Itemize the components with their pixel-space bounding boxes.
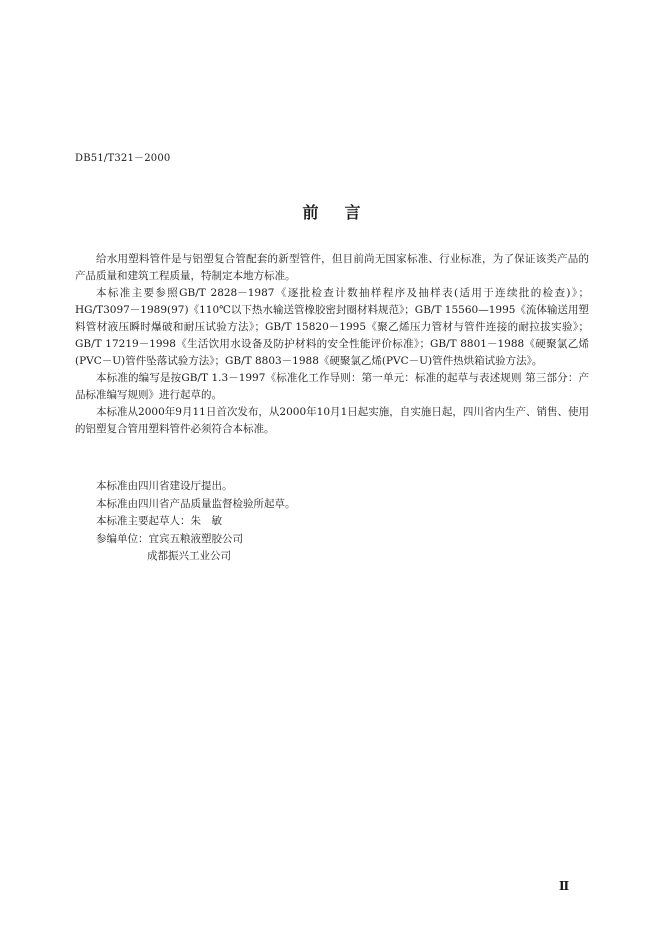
page-title: 前言 bbox=[302, 203, 387, 222]
paragraph-references: 本标准主要参照GB/T 2828－1987《逐批检查计数抽样程序及抽样表(适用于连续批的检查)》；HG/T3097－1989(97)《110℃以下热水输送管橡胶密封圈材料规范》；GB/T 15560—1995《流体输送用塑料管材液压瞬时爆破和耐压试验方法》；GB/T 15820－1995《聚乙烯压力管材与管件连接的耐拉拔实验》；GB/T 17219－1998《生活饮用水设备及防护材料的安全性能评价标准》；GB/T 8801－1988《硬聚氯乙烯(PVC－U)管件坠落试验方法》；GB/T 8803－1988《硬聚氯乙烯(PVC－U)管件热烘箱试验方法》。 bbox=[75, 287, 589, 367]
paragraph-effective-date: 本标准从2000年9月11日首次发布，从2000年10月1日起实施，自实施日起，四川省内生产、销售、使用的铝塑复合管用塑料管件必须符合本标准。 bbox=[75, 406, 589, 435]
paragraph-drafting-rules: 本标准的编写是按GB/T 1.3－1997《标准化工作导则：第一单元：标准的起草与表述规则 第三部分：产品标准编写规则》进行起草的。 bbox=[75, 372, 589, 401]
document-code: DB51/T321－2000 bbox=[75, 153, 171, 164]
participants-line: 参编单位：宜宾五粮液塑胶公司 bbox=[96, 532, 243, 545]
drafting-info bbox=[96, 478, 296, 566]
paragraph-intro: 给水用塑料管件是与铝塑复合管配套的新型管件，但目前尚无国家标准、行业标准，为了保证该类产品的产品质量和建筑工程质量，特制定本地方标准。 bbox=[75, 253, 589, 282]
main-drafter-line: 本标准主要起草人：朱 敏 bbox=[96, 515, 222, 527]
foreword-body bbox=[75, 251, 589, 438]
page-number: Ⅱ bbox=[559, 879, 570, 893]
proposed-by-line: 本标准由四川省建设厅提出。 bbox=[96, 480, 233, 492]
participant-line: 成都振兴工业公司 bbox=[147, 550, 231, 562]
drafted-by-line: 本标准由四川省产品质量监督检验所起草。 bbox=[96, 497, 296, 510]
